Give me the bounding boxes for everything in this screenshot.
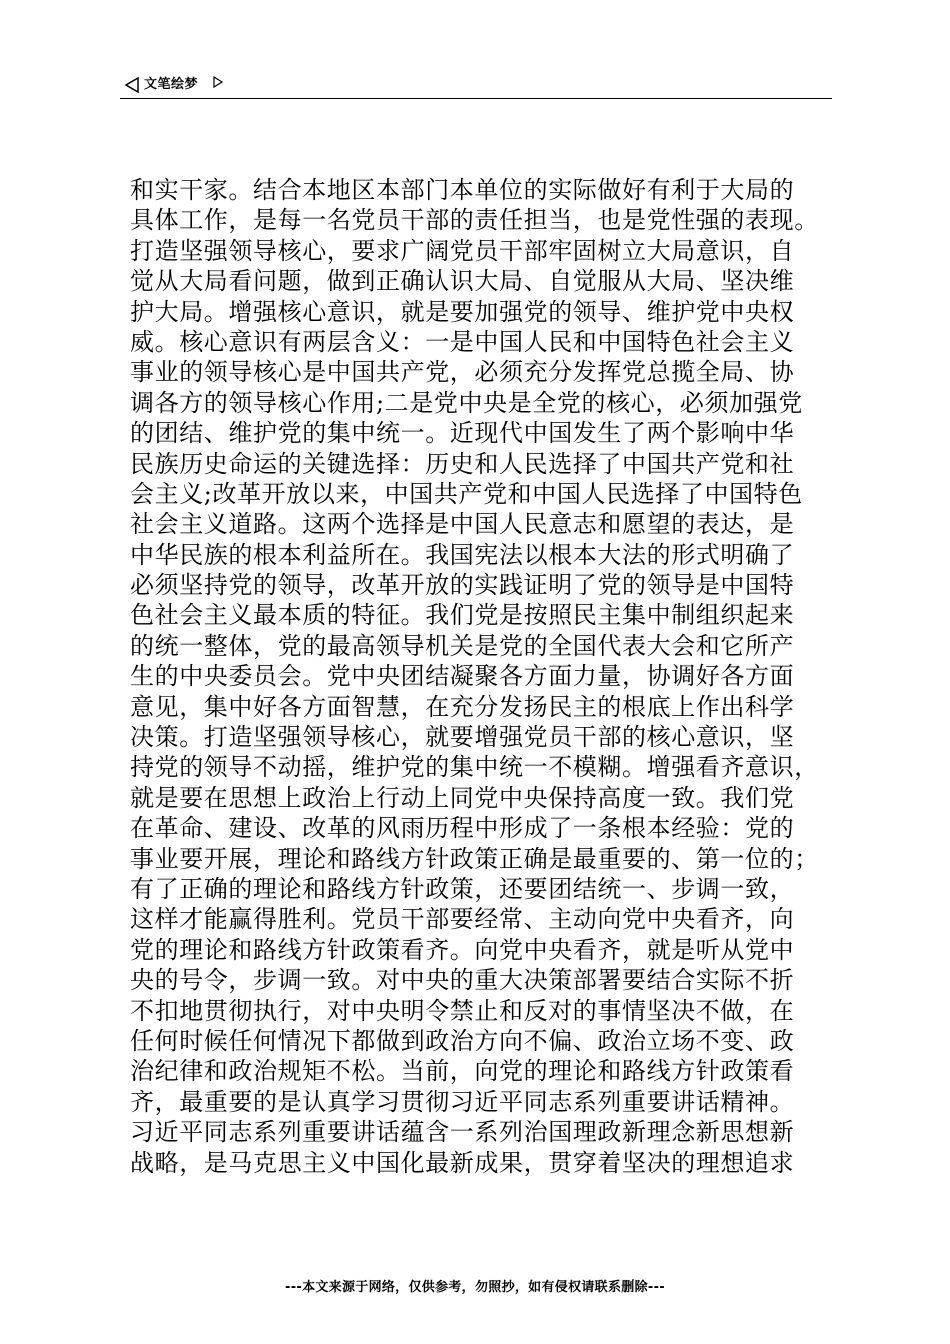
text-line: 事业要开展，理论和路线方针政策正确是最重要的、第一位的；	[130, 844, 819, 873]
text-line: 不扣地贯彻执行，对中央明令禁止和反对的事情坚决不做，在	[130, 996, 795, 1025]
text-line: 在革命、建设、改革的风雨历程中形成了一条根本经验：党的	[130, 814, 795, 843]
text-line: 这样才能赢得胜利。党员干部要经常、主动向党中央看齐，向	[130, 905, 795, 934]
text-line: 社会主义道路。这两个选择是中国人民意志和愿望的表达，是	[130, 510, 795, 539]
text-line: 的团结、维护党的集中统一。近现代中国发生了两个影响中华	[130, 419, 795, 448]
text-line: 威。核心意识有两层含义：一是中国人民和中国特色社会主义	[130, 327, 795, 356]
page-header	[120, 76, 832, 99]
text-line: 战略，是马克思主义中国化最新成果，贯穿着坚决的理想追求	[130, 1148, 795, 1177]
text-line: 齐，最重要的是认真学习贯彻习近平同志系列重要讲话精神。	[130, 1087, 795, 1116]
text-line: 任何时候任何情况下都做到政治方向不偏、政治立场不变、政	[130, 1026, 795, 1055]
text-line: 意见，集中好各方面智慧，在充分发扬民主的根底上作出科学	[130, 692, 795, 721]
document-body	[130, 175, 850, 1178]
right-triangle-icon	[212, 76, 224, 90]
text-line: 治纪律和政治规矩不松。当前，向党的理论和路线方针政策看	[130, 1057, 795, 1086]
text-line: 有了正确的理论和路线方针政策，还要团结统一、步调一致，	[130, 874, 795, 903]
text-line: 和实干家。结合本地区本部门本单位的实际做好有利于大局的	[130, 176, 795, 204]
text-line: 的统一整体，党的最高领导机关是党的全国代表大会和它所产	[130, 631, 795, 660]
text-line: 党的理论和路线方针政策看齐。向党中央看齐，就是听从党中	[130, 935, 795, 964]
text-line: 决策。打造坚强领导核心，就要增强党员干部的核心意识，坚	[130, 723, 795, 752]
text-line: 就是要在思想上政治上行动上同党中央保持高度一致。我们党	[130, 783, 795, 812]
text-line: 护大局。增强核心意识，就是要加强党的领导、维护党中央权	[130, 297, 795, 326]
text-line: 民族历史命运的关键选择：历史和人民选择了中国共产党和社	[130, 449, 795, 478]
header-title: 文笔绘梦	[144, 77, 199, 92]
text-line: 具体工作，是每一名党员干部的责任担当，也是党性强的表现。	[130, 206, 819, 235]
text-line: 生的中央委员会。党中央团结凝聚各方面力量，协调好各方面	[130, 662, 795, 691]
page-footer-disclaimer: ---本文来源于网络，仅供参考，勿照抄，如有侵权请联系删除---	[285, 1280, 665, 1295]
text-line: 央的号令，步调一致。对中央的重大决策部署要结合实际不折	[130, 966, 795, 995]
text-line: 事业的领导核心是中国共产党，必须充分发挥党总揽全局、协	[130, 358, 795, 387]
text-line: 调各方的领导核心作用;二是党中央是全党的核心，必须加强党	[130, 388, 803, 417]
left-triangle-icon	[124, 77, 140, 93]
text-line: 打造坚强领导核心，要求广阔党员干部牢固树立大局意识，自	[130, 236, 795, 265]
text-line: 中华民族的根本利益所在。我国宪法以根本大法的形式明确了	[130, 540, 795, 569]
text-line: 会主义;改革开放以来，中国共产党和中国人民选择了中国特色	[130, 479, 803, 508]
text-line: 色社会主义最本质的特征。我们党是按照民主集中制组织起来	[130, 601, 795, 630]
text-line: 习近平同志系列重要讲话蕴含一系列治国理政新理念新思想新	[130, 1118, 795, 1147]
text-line: 觉从大局看问题，做到正确认识大局、自觉服从大局、坚决维	[130, 267, 795, 296]
text-line: 持党的领导不动摇，维护党的集中统一不模糊。增强看齐意识，	[130, 753, 819, 782]
text-line: 必须坚持党的领导，改革开放的实践证明了党的领导是中国特	[130, 571, 795, 600]
